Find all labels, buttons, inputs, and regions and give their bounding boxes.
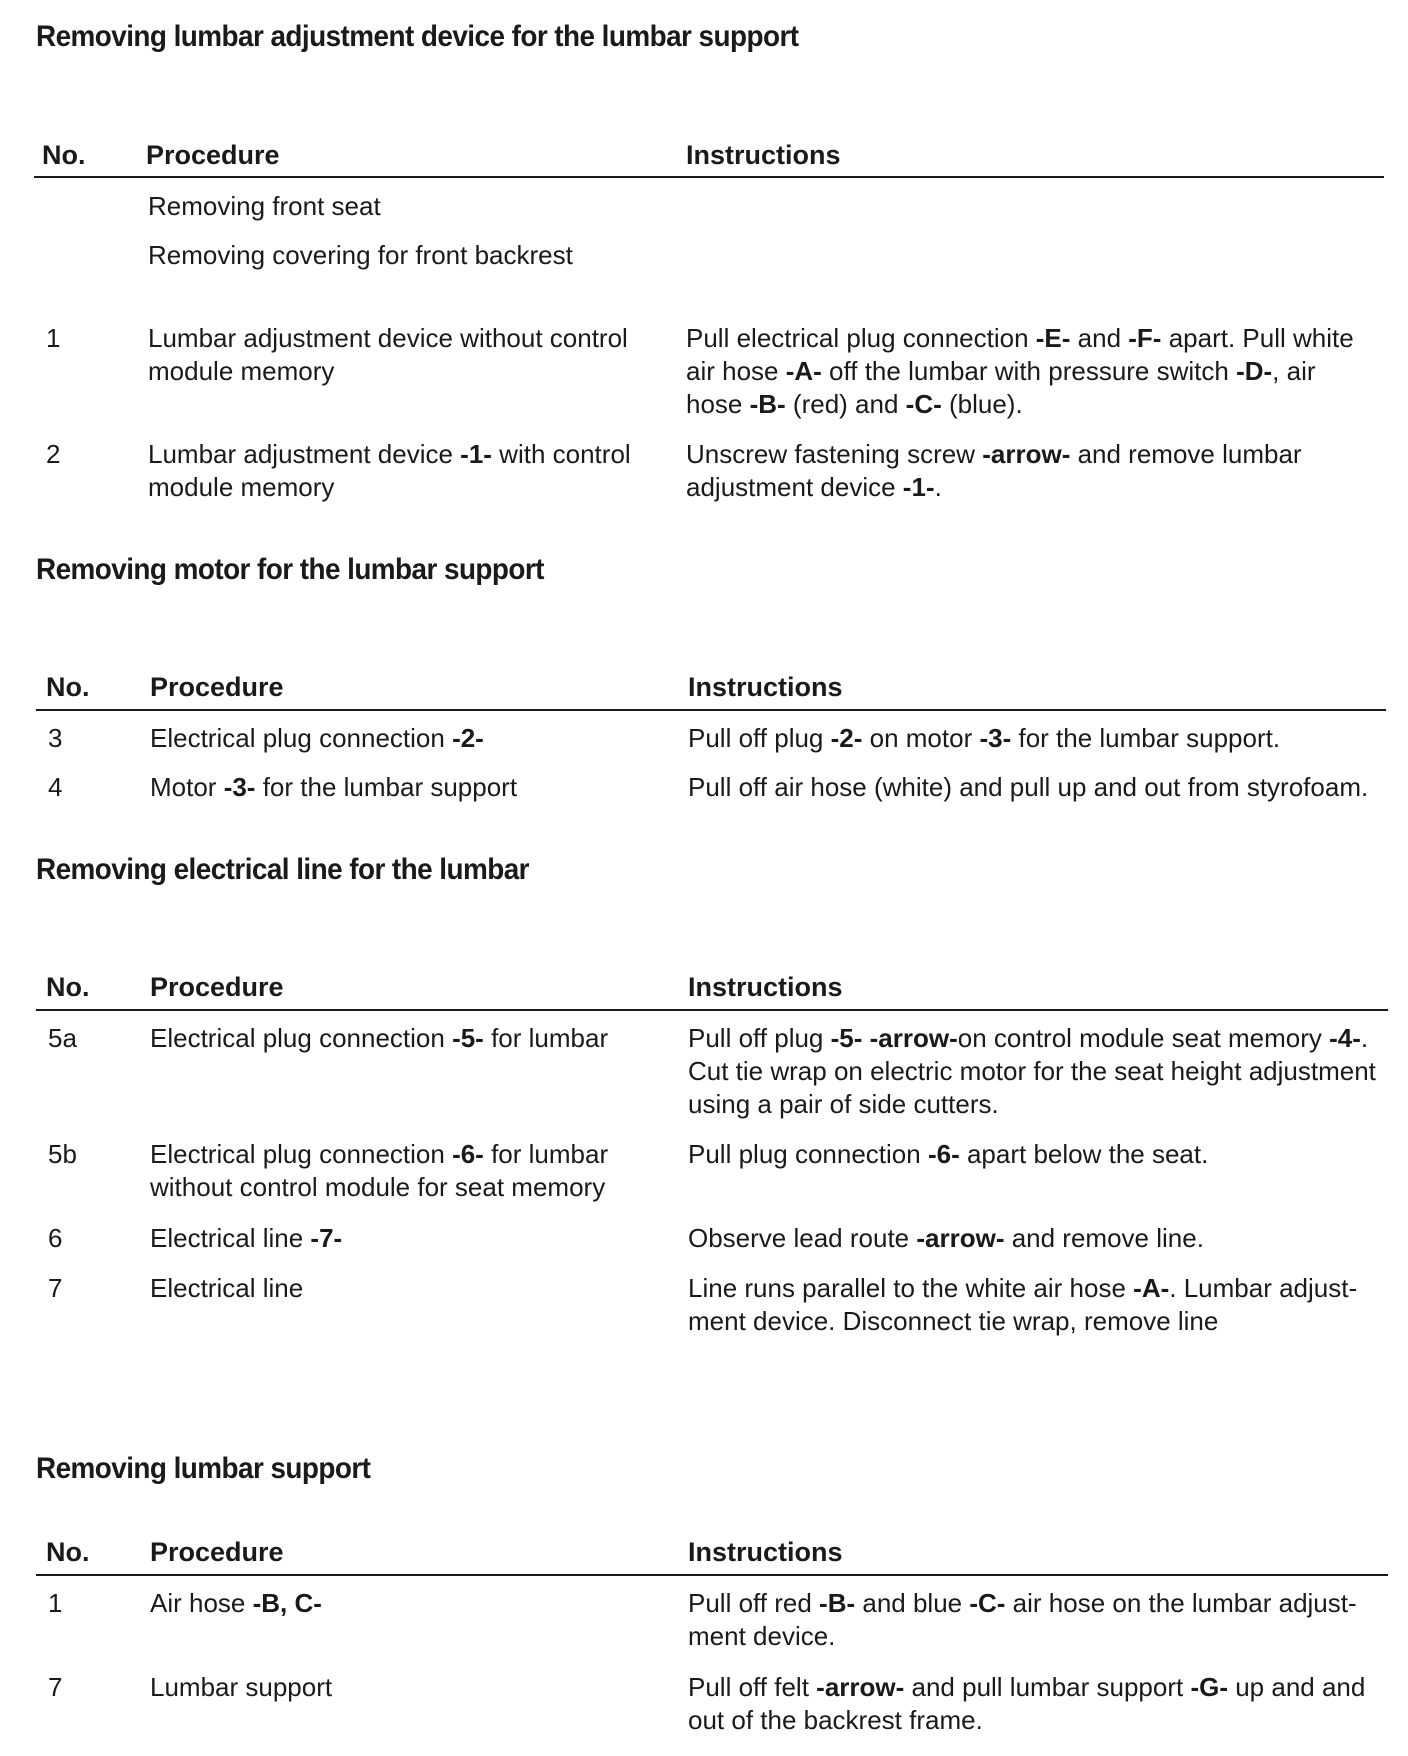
procedure-cell: Electrical line -7- <box>150 1223 343 1253</box>
step-number: 4 <box>48 772 63 802</box>
column-header-no: No. <box>46 672 90 702</box>
step-number: 6 <box>48 1223 63 1253</box>
step-number: 1 <box>46 323 61 353</box>
procedure-cell: Motor -3- for the lumbar support <box>150 772 518 802</box>
procedure-cell: Electrical plug connection -5- for lumbar <box>150 1023 609 1053</box>
instructions-cell: Pull plug connection -6- apart below the seat. <box>688 1139 1209 1169</box>
column-header-procedure: Procedure <box>150 972 284 1002</box>
instructions-cell: Pull off air hose (white) and pull up and out from styrofoam. <box>688 772 1369 802</box>
column-header-instructions: Instructions <box>688 1537 843 1567</box>
procedure-cell: Lumbar adjustment device without control module memory <box>148 323 628 386</box>
column-header-no: No. <box>42 140 86 170</box>
procedure-cell: Removing front seat <box>148 191 381 221</box>
section-title: Removing lumbar support <box>36 1452 371 1485</box>
procedure-cell: Lumbar adjustment device -1- with control module memory <box>148 439 631 502</box>
header-rule <box>36 1009 1388 1011</box>
procedure-cell: Electrical plug connection -2- <box>150 723 484 753</box>
procedure-cell: Electrical plug connection -6- for lumbar without control module for seat memory <box>150 1139 609 1202</box>
procedure-cell: Electrical line <box>150 1273 304 1303</box>
procedure-cell: Lumbar support <box>150 1672 333 1702</box>
instructions-cell: Pull off felt -arrow- and pull lumbar support -G- up and and out of the backrest frame. <box>688 1672 1366 1735</box>
instructions-cell: Unscrew fastening screw -arrow- and remove lumbar adjustment device -1-. <box>686 439 1302 502</box>
section-title: Removing motor for the lumbar support <box>36 553 544 586</box>
instructions-cell: Pull off red -B- and blue -C- air hose on the lumbar adjust-ment device. <box>688 1588 1357 1651</box>
column-header-instructions: Instructions <box>688 972 843 1002</box>
step-number: 2 <box>46 439 61 469</box>
step-number: 5b <box>48 1139 77 1169</box>
column-header-no: No. <box>46 972 90 1002</box>
instructions-cell: Line runs parallel to the white air hose -A-. Lumbar adjust-ment device. Disconnect tie wrap, remove line <box>688 1273 1358 1336</box>
section-title: Removing electrical line for the lumbar <box>36 853 529 886</box>
step-number: 5a <box>48 1023 77 1053</box>
header-rule <box>36 709 1386 711</box>
column-header-procedure: Procedure <box>146 140 280 170</box>
column-header-no: No. <box>46 1537 90 1567</box>
column-header-procedure: Procedure <box>150 1537 284 1567</box>
step-number: 1 <box>48 1588 63 1618</box>
column-header-procedure: Procedure <box>150 672 284 702</box>
instructions-cell: Pull electrical plug connection -E- and -F- apart. Pull white air hose -A- off the lumbar with pressure switch -D-, air hose -B- (red) and -C- (blue). <box>686 323 1354 419</box>
header-rule <box>34 176 1384 178</box>
instructions-cell: Observe lead route -arrow- and remove line. <box>688 1223 1204 1253</box>
step-number: 3 <box>48 723 63 753</box>
column-header-instructions: Instructions <box>688 672 843 702</box>
instructions-cell: Pull off plug -2- on motor -3- for the lumbar support. <box>688 723 1281 753</box>
header-rule <box>36 1574 1388 1576</box>
instructions-cell: Pull off plug -5- -arrow-on control module seat memory -4-. Cut tie wrap on electric motor for the seat height adjustment using a pair of side cutters. <box>688 1023 1376 1119</box>
column-header-instructions: Instructions <box>686 140 841 170</box>
step-number: 7 <box>48 1672 63 1702</box>
section-title: Removing lumbar adjustment device for the lumbar support <box>36 20 799 53</box>
step-number: 7 <box>48 1273 63 1303</box>
procedure-cell: Air hose -B, C- <box>150 1588 322 1618</box>
procedure-cell: Removing covering for front backrest <box>148 240 573 270</box>
